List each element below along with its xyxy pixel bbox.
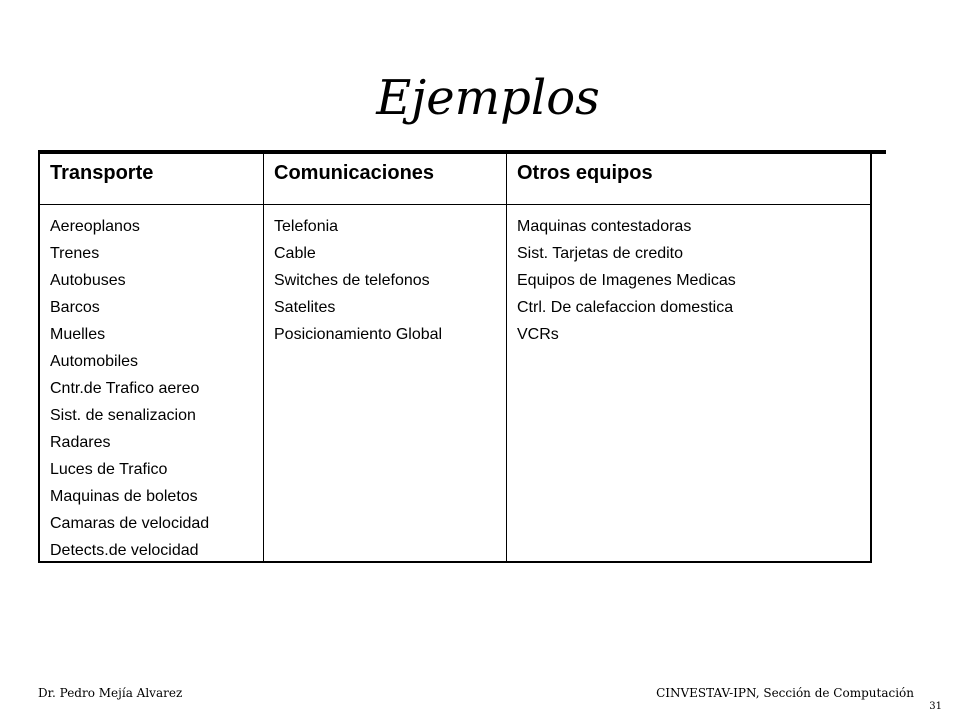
list-item: Detects.de velocidad (50, 542, 199, 559)
column-items (264, 205, 507, 348)
list-item: Satelites (274, 299, 336, 316)
column-header: Comunicaciones (264, 153, 507, 205)
list-item: Autobuses (50, 272, 126, 289)
list-item: Automobiles (50, 353, 139, 370)
list-item: Equipos de Imagenes Medicas (517, 272, 736, 289)
column-header: Transporte (40, 153, 263, 205)
column-items (40, 205, 263, 564)
table-column-transporte (40, 153, 263, 561)
list-item: Sist. Tarjetas de credito (517, 245, 684, 262)
list-item: Trenes (50, 245, 100, 262)
list-item: Luces de Trafico (50, 461, 168, 478)
list-item: Posicionamiento Global (274, 326, 443, 343)
list-item: Sist. de senalizacion (50, 407, 196, 424)
list-item: Switches de telefonos (274, 272, 430, 289)
table-column-comunicaciones (263, 153, 507, 561)
list-item: Radares (50, 434, 111, 451)
list-item: Aereoplanos (50, 218, 140, 235)
list-item: Maquinas de boletos (50, 488, 198, 505)
table-column-otros-equipos (506, 153, 870, 561)
list-item: Muelles (50, 326, 106, 343)
list-item: Maquinas contestadoras (517, 218, 692, 235)
list-item: Camaras de velocidad (50, 515, 210, 532)
examples-table (38, 153, 872, 563)
column-items (507, 205, 870, 348)
footer-author: Dr. Pedro Mejía Alvarez (38, 686, 183, 700)
slide-title: Ejemplos (376, 70, 600, 126)
list-item: Barcos (50, 299, 100, 316)
column-header: Otros equipos (507, 153, 870, 205)
list-item: Ctrl. De calefaccion domestica (517, 299, 734, 316)
list-item: Cntr.de Trafico aereo (50, 380, 200, 397)
footer-institution: CINVESTAV-IPN, Sección de Computación (656, 686, 914, 700)
list-item: VCRs (517, 326, 559, 343)
list-item: Telefonia (274, 218, 339, 235)
page-number: 31 (929, 701, 942, 712)
list-item: Cable (274, 245, 316, 262)
